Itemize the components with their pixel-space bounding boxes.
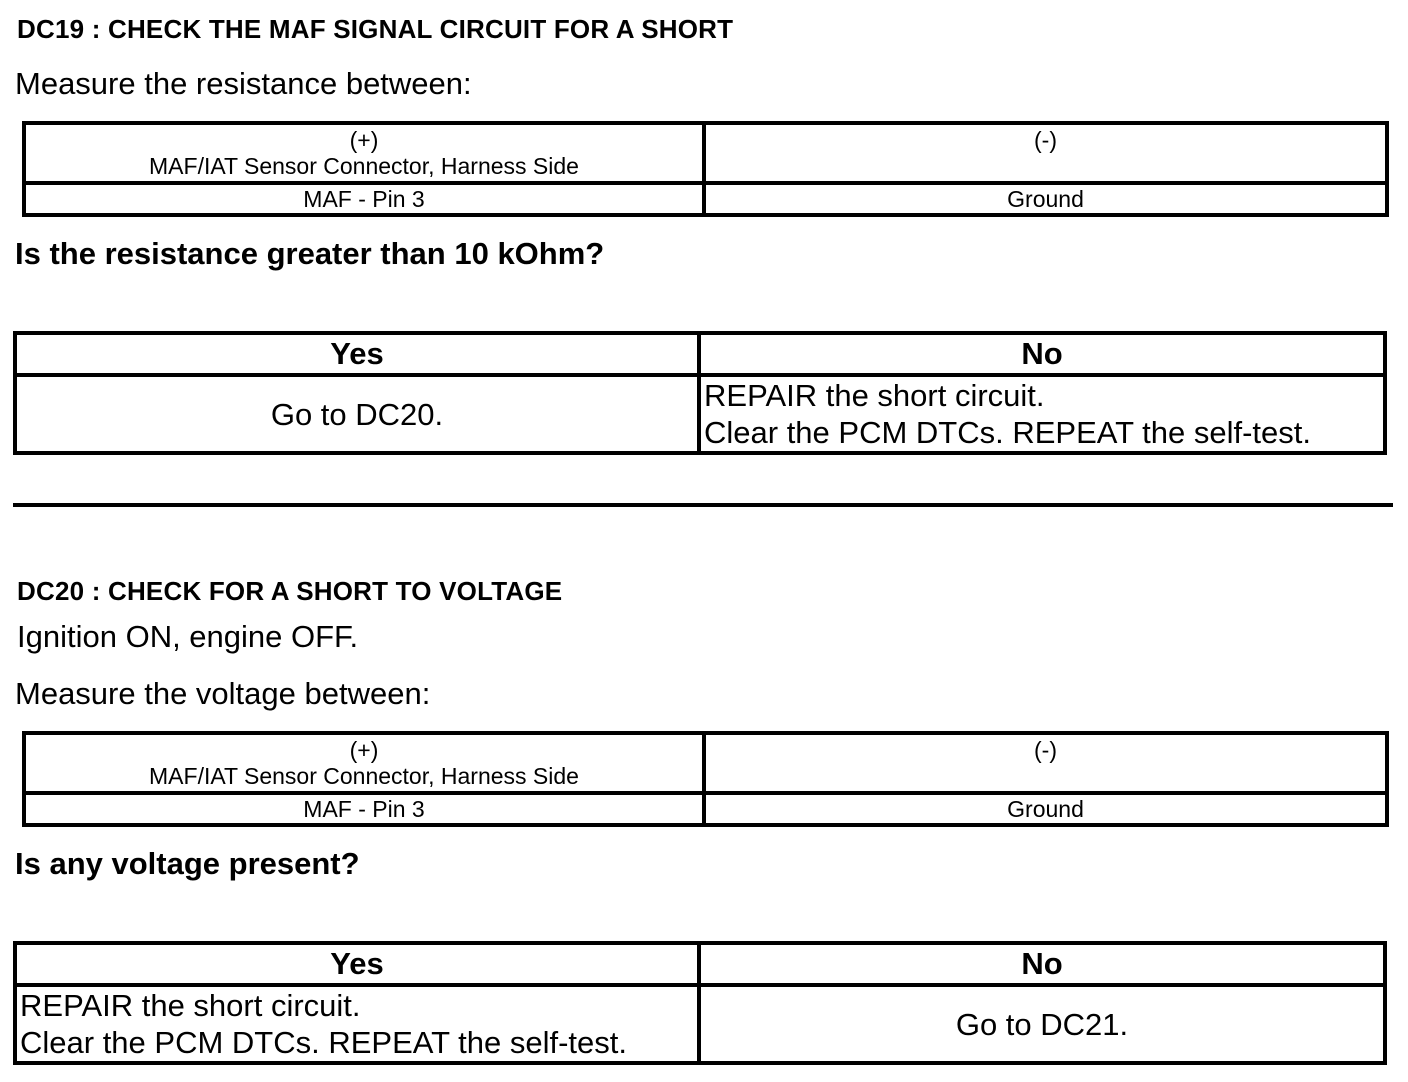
dc19-plus-header — [24, 123, 704, 183]
dc19-no-header: No — [699, 333, 1385, 375]
dc20-minus-header — [704, 733, 1387, 793]
dc20-plus-value: MAF - Pin 3 — [24, 793, 704, 825]
dc19-no-action — [699, 375, 1385, 453]
dc19-question: Is the resistance greater than 10 kOhm? — [15, 236, 605, 271]
dc19-title: DC19 : CHECK THE MAF SIGNAL CIRCUIT FOR A SHORT — [17, 14, 734, 44]
dc20-question: Is any voltage present? — [15, 846, 360, 881]
plus-label: MAF/IAT Sensor Connector, Harness Side — [149, 763, 579, 789]
plus-symbol: (+) — [349, 737, 379, 763]
section-divider — [13, 503, 1393, 507]
dc20-instruction-measure: Measure the voltage between: — [15, 676, 431, 711]
dc20-instruction-ignition: Ignition ON, engine OFF. — [17, 619, 359, 654]
dc19-instruction: Measure the resistance between: — [15, 66, 472, 101]
dc20-plus-header — [24, 733, 704, 793]
dc20-yes-action — [15, 985, 699, 1063]
dc19-result-table — [13, 331, 1387, 455]
plus-symbol: (+) — [349, 127, 379, 153]
yes-action-line: Clear the PCM DTCs. REPEAT the self-test. — [20, 1025, 627, 1060]
dc19-minus-header — [704, 123, 1387, 183]
dc20-result-table — [13, 941, 1387, 1065]
minus-symbol: (-) — [1034, 737, 1057, 763]
dc20-title: DC20 : CHECK FOR A SHORT TO VOLTAGE — [17, 576, 563, 606]
yes-action-line: REPAIR the short circuit. — [20, 988, 361, 1023]
no-action-line: REPAIR the short circuit. — [704, 378, 1045, 413]
dc20-no-header: No — [699, 943, 1385, 985]
dc20-measurement-table — [22, 731, 1389, 827]
dc20-minus-value: Ground — [704, 793, 1387, 825]
no-action-line: Clear the PCM DTCs. REPEAT the self-test. — [704, 415, 1311, 450]
dc19-yes-action: Go to DC20. — [15, 375, 699, 453]
dc19-yes-header: Yes — [15, 333, 699, 375]
dc19-measurement-table — [22, 121, 1389, 217]
dc19-minus-value: Ground — [704, 183, 1387, 215]
dc20-yes-header: Yes — [15, 943, 699, 985]
minus-symbol: (-) — [1034, 127, 1057, 153]
dc20-no-action: Go to DC21. — [699, 985, 1385, 1063]
plus-label: MAF/IAT Sensor Connector, Harness Side — [149, 153, 579, 179]
dc19-plus-value: MAF - Pin 3 — [24, 183, 704, 215]
